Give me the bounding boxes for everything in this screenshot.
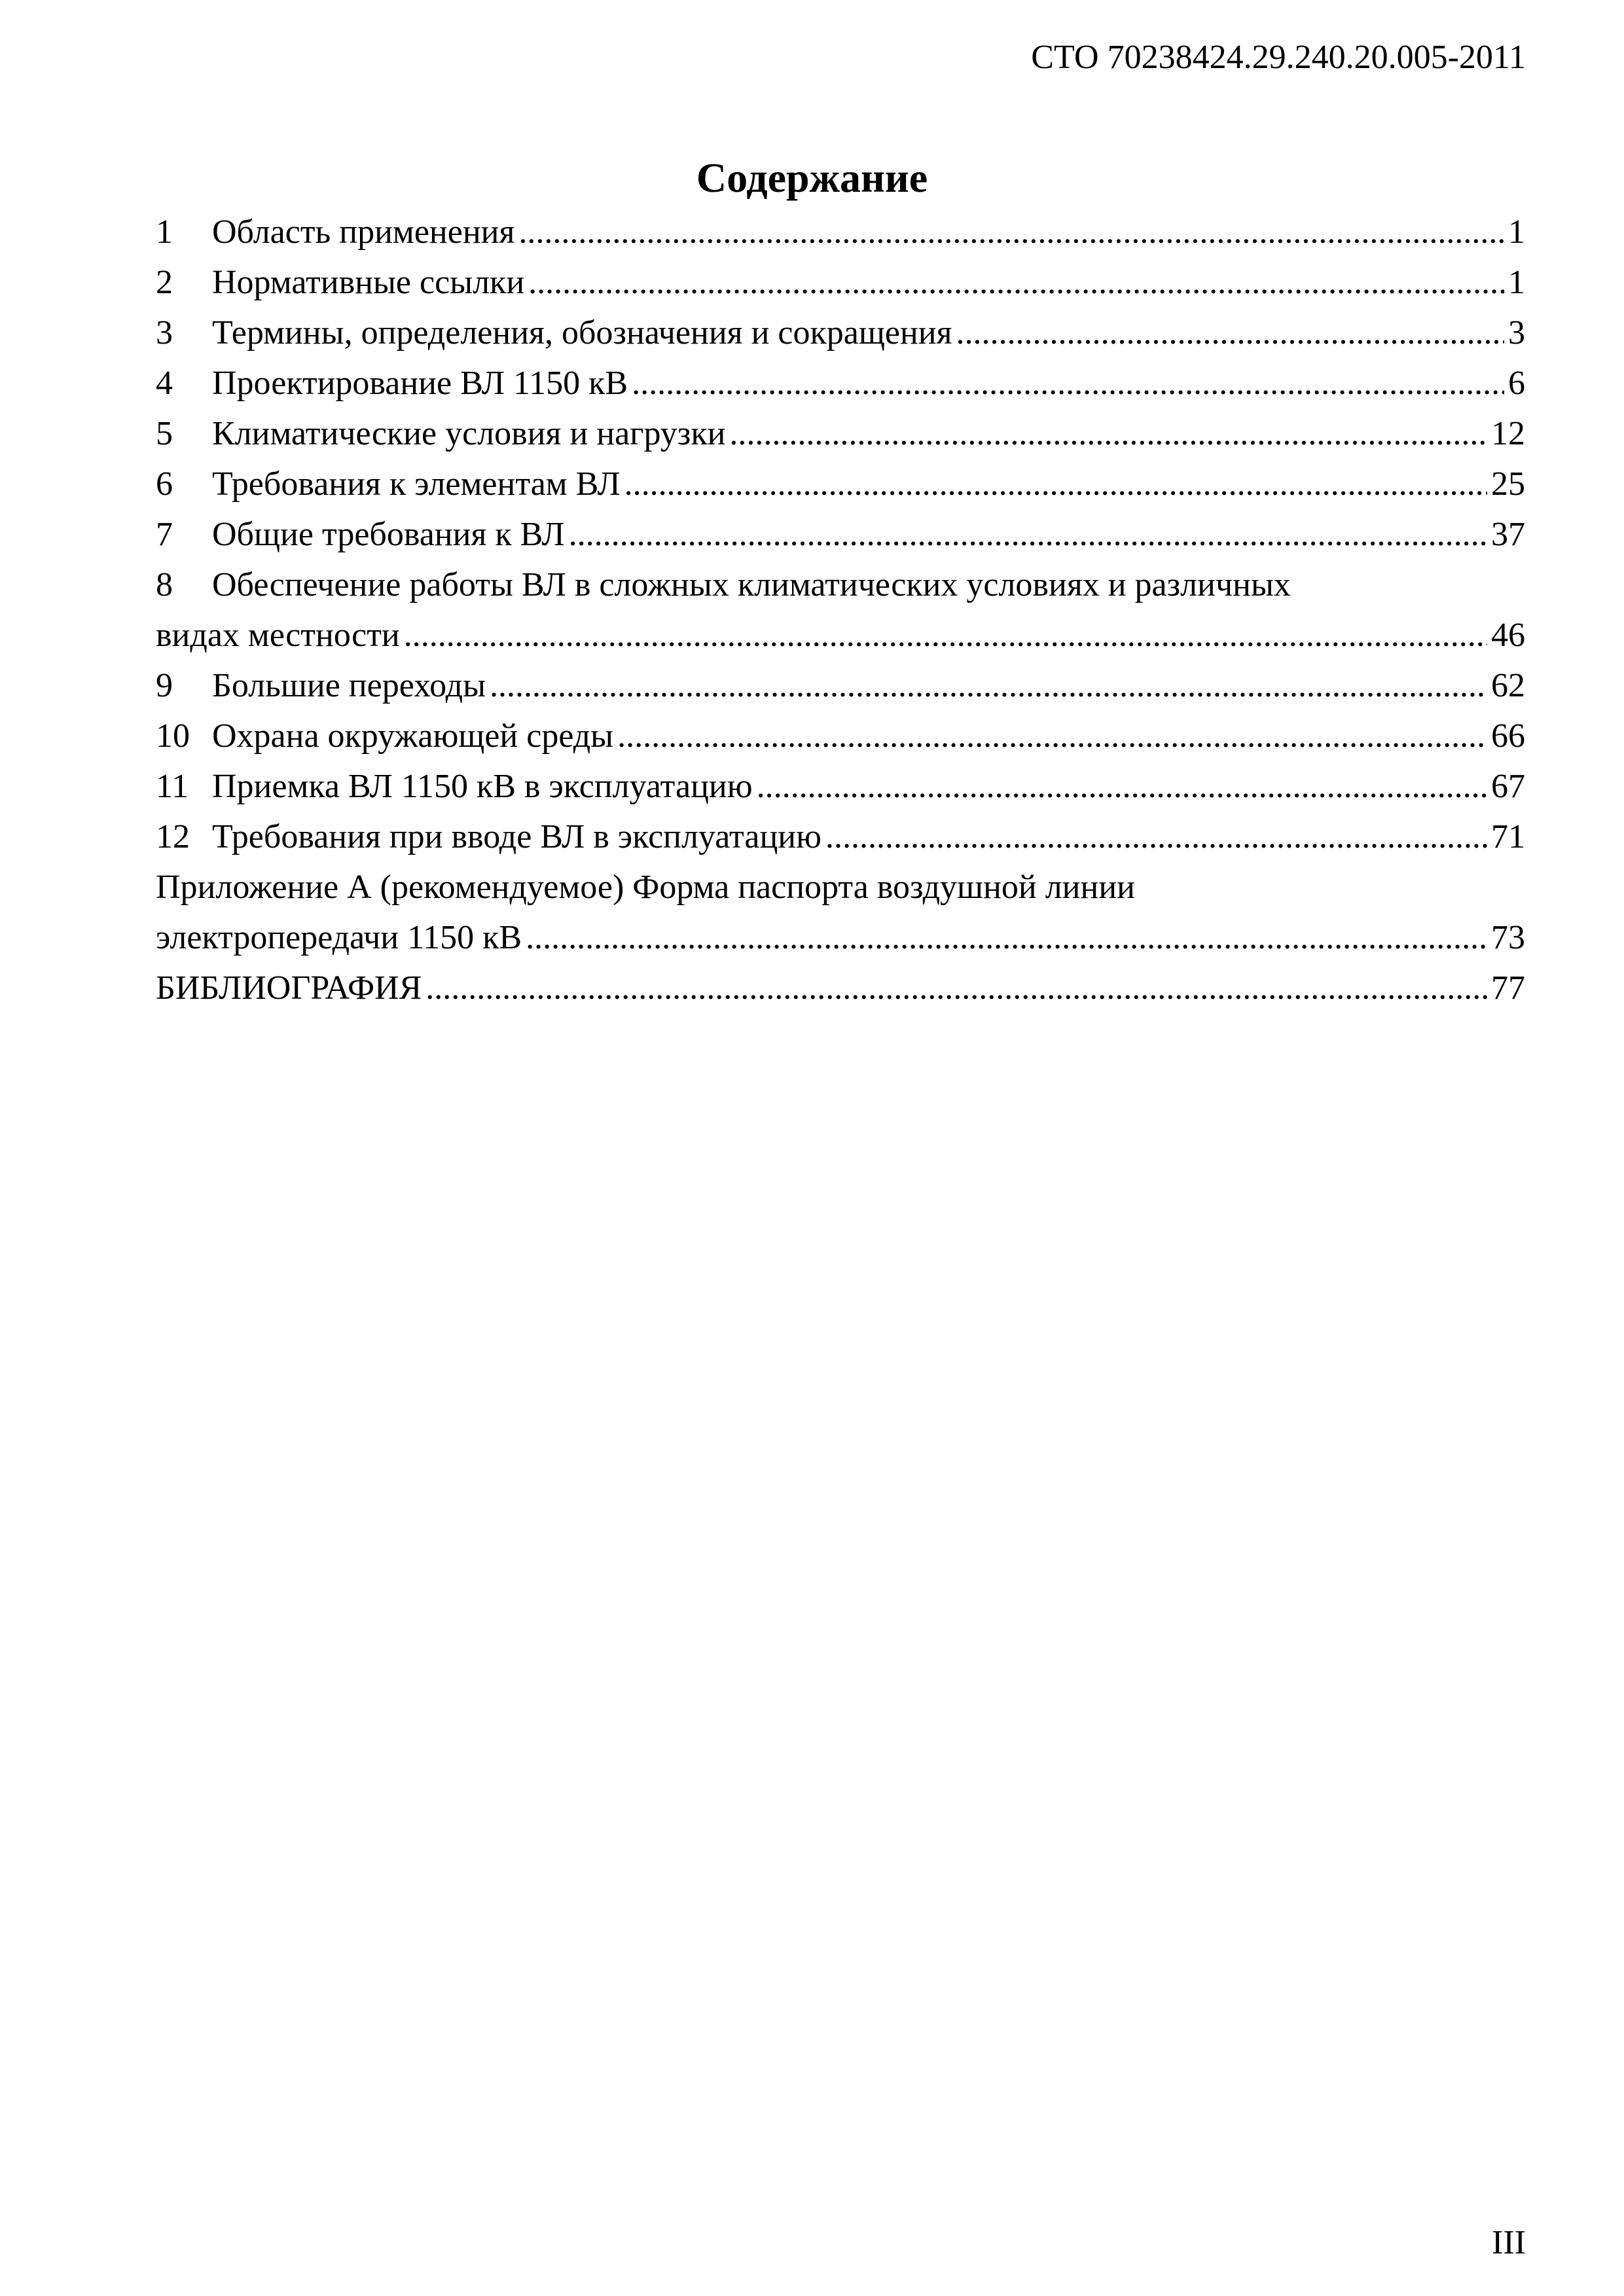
toc-entry-number: 1	[156, 213, 173, 251]
toc-entry-title: Термины, определения, обозначения и сокращения	[212, 314, 952, 351]
dot-leader	[825, 812, 1487, 862]
toc-entry-title: Общие требования к ВЛ	[212, 516, 565, 553]
toc-entry-4[interactable]	[156, 358, 1525, 408]
toc-entry-appendix-a-line2[interactable]	[156, 912, 1525, 963]
toc-entry-page: 46	[1491, 617, 1525, 654]
toc-entry-title: Проектирование ВЛ 1150 кВ	[212, 365, 628, 402]
toc-entry-page: 1	[1508, 264, 1525, 301]
toc-entry-6[interactable]	[156, 459, 1525, 509]
toc-entry-number: 8	[156, 566, 173, 603]
toc-entry-number: 9	[156, 667, 173, 704]
toc-entry-title: Нормативные ссылки	[212, 264, 525, 301]
toc-entry-page: 71	[1491, 818, 1525, 855]
toc-entry-title: Климатические условия и нагрузки	[212, 415, 726, 452]
toc-entry-5[interactable]	[156, 408, 1525, 459]
dot-leader	[757, 761, 1487, 812]
toc-entry-title: Большие переходы	[212, 667, 486, 704]
toc-entry-9[interactable]	[156, 660, 1525, 711]
toc-entry-number: 10	[156, 717, 190, 755]
toc-entry-2[interactable]	[156, 257, 1525, 308]
toc-entry-12[interactable]	[156, 812, 1525, 862]
toc-entry-10[interactable]	[156, 711, 1525, 761]
toc-entry-8-line2[interactable]	[156, 610, 1525, 660]
toc-entry-title: Требования к элементам ВЛ	[212, 465, 621, 503]
toc-entry-number: 2	[156, 264, 173, 301]
dot-leader	[624, 459, 1487, 509]
dot-leader	[425, 963, 1487, 1013]
toc-entry-1[interactable]	[156, 207, 1525, 257]
toc-entry-title: Требования при вводе ВЛ в эксплуатацию	[212, 818, 821, 855]
toc-entry-page: 37	[1491, 516, 1525, 553]
toc-entry-page: 3	[1508, 314, 1525, 351]
toc-entry-title-continued: электропередачи 1150 кВ	[156, 919, 522, 956]
toc-entry-title: Обеспечение работы ВЛ в сложных климатических условиях и различных	[212, 566, 1291, 603]
toc-entry-page: 12	[1491, 415, 1525, 452]
toc-entry-number: 4	[156, 365, 173, 402]
toc-entry-bibliography[interactable]	[156, 963, 1525, 1013]
toc-entry-7[interactable]	[156, 509, 1525, 560]
toc-entry-number: 11	[156, 768, 189, 805]
toc-entry-number: 7	[156, 516, 173, 553]
toc-entry-page: 6	[1508, 365, 1525, 402]
toc-entry-page: 25	[1491, 465, 1525, 503]
toc-entry-11[interactable]	[156, 761, 1525, 812]
dot-leader	[617, 711, 1487, 761]
toc-entry-page: 73	[1491, 919, 1525, 956]
document-code: СТО 70238424.29.240.20.005-2011	[1031, 39, 1526, 76]
dot-leader	[518, 207, 1504, 257]
toc-entry-number: 5	[156, 415, 173, 452]
page-title: Содержание	[696, 154, 928, 201]
toc-entry-appendix-a-line1[interactable]	[156, 862, 1525, 912]
dot-leader	[528, 257, 1504, 308]
toc-entry-number: 3	[156, 314, 173, 351]
toc-entry-page: 62	[1491, 667, 1525, 704]
toc-entry-title: БИБЛИОГРАФИЯ	[156, 969, 422, 1007]
toc-entry-page: 77	[1491, 969, 1525, 1007]
toc-entry-title: Область применения	[212, 213, 515, 251]
toc-entry-title: Приложение А (рекомендуемое) Форма паспорта воздушной линии	[156, 869, 1135, 906]
dot-leader	[490, 660, 1487, 711]
toc-entry-number: 6	[156, 465, 173, 503]
toc-entry-title: Охрана окружающей среды	[212, 717, 614, 755]
dot-leader	[729, 408, 1487, 459]
toc-entry-title: Приемка ВЛ 1150 кВ в эксплуатацию	[212, 768, 753, 805]
page-number: III	[1492, 2224, 1526, 2261]
toc-entry-8-line1[interactable]	[156, 560, 1525, 610]
dot-leader	[526, 912, 1487, 963]
table-of-contents	[156, 207, 1525, 1013]
toc-entry-number: 12	[156, 818, 190, 855]
dot-leader	[569, 509, 1487, 560]
dot-leader	[632, 358, 1504, 408]
toc-entry-3[interactable]	[156, 308, 1525, 358]
toc-entry-title-continued: видах местности	[156, 617, 400, 654]
toc-entry-page: 1	[1508, 213, 1525, 251]
toc-entry-page: 67	[1491, 768, 1525, 805]
dot-leader	[956, 308, 1504, 358]
toc-entry-page: 66	[1491, 717, 1525, 755]
dot-leader	[404, 610, 1487, 660]
